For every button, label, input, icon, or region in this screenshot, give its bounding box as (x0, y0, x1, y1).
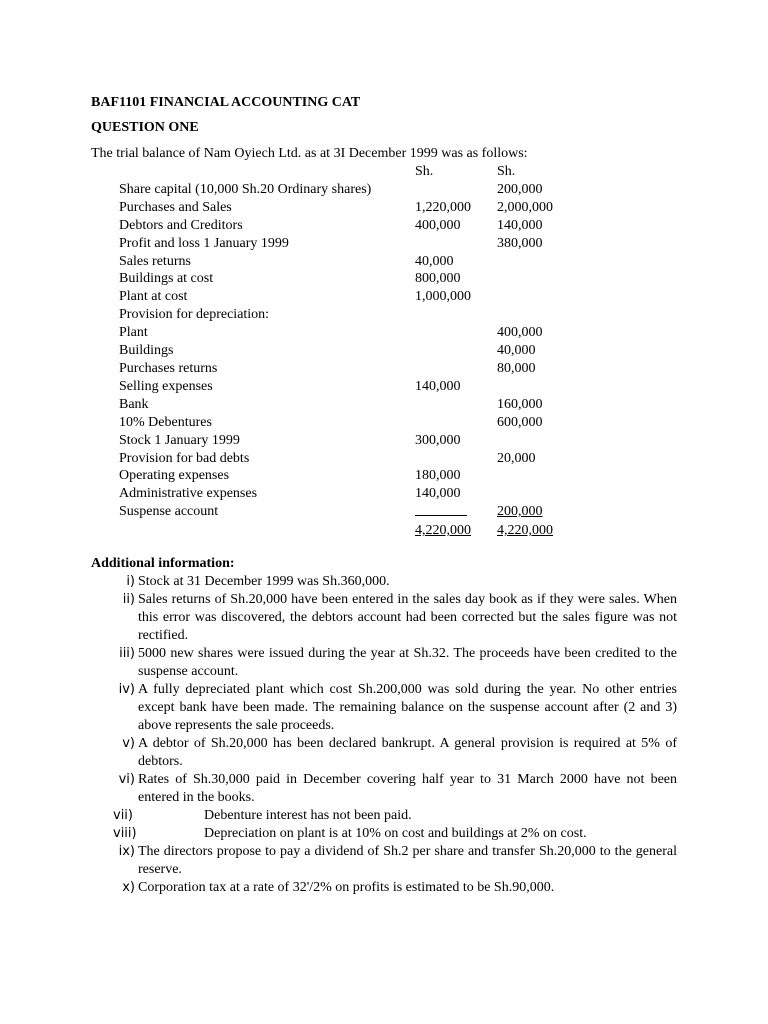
column-header-row (116, 163, 567, 181)
note-number: ix) (118, 844, 135, 859)
table-row (116, 360, 567, 378)
row-credit (497, 503, 567, 522)
row-credit (497, 432, 567, 450)
row-credit: 40,000 (497, 343, 536, 359)
table-row (116, 181, 567, 199)
row-debit (415, 450, 497, 468)
debit-header: Sh. (415, 164, 434, 179)
row-item: Provision for depreciation: (119, 307, 270, 323)
question-heading: QUESTION ONE (91, 120, 199, 135)
row-credit (497, 306, 567, 324)
row-debit (415, 324, 497, 342)
total-debit: 4,220,000 (415, 523, 471, 539)
row-debit (415, 342, 497, 360)
row-item: Share capital (10,000 Sh.20 Ordinary shares) (119, 181, 372, 197)
row-debit (415, 396, 497, 414)
row-credit: 80,000 (497, 360, 536, 376)
note-item (91, 825, 677, 843)
note-number: iv) (118, 682, 135, 697)
row-credit: 380,000 (497, 235, 543, 251)
table-row (116, 396, 567, 414)
row-debit (415, 503, 497, 522)
row-debit: 1,000,000 (415, 289, 471, 305)
row-debit: 800,000 (415, 271, 461, 287)
notes-list (91, 573, 677, 897)
row-credit: 200,000 (497, 181, 543, 197)
note-number: ii) (122, 592, 135, 607)
row-item: Buildings (119, 343, 174, 359)
table-row (116, 270, 567, 288)
row-credit (497, 467, 567, 485)
note-number: viii) (113, 826, 137, 841)
row-debit (415, 235, 497, 253)
table-row (116, 253, 567, 271)
table-row (116, 199, 567, 217)
note-item (91, 771, 677, 807)
totals-row (116, 522, 567, 540)
total-credit: 4,220,000 (497, 523, 553, 539)
row-debit (415, 414, 497, 432)
credit-header: Sh. (497, 164, 516, 179)
row-credit: 600,000 (497, 414, 543, 430)
table-row (116, 414, 567, 432)
note-text: Stock at 31 December 1999 was Sh.360,000. (138, 574, 390, 589)
row-debit (415, 306, 497, 324)
table-row (116, 342, 567, 360)
trial-balance-table (116, 163, 567, 540)
row-item: Stock 1 January 1999 (119, 432, 240, 448)
table-row (116, 288, 567, 306)
row-item: Debtors and Creditors (119, 217, 243, 233)
note-item (91, 681, 677, 735)
row-credit: 400,000 (497, 325, 543, 341)
row-debit: 40,000 (415, 253, 454, 269)
table-row (116, 467, 567, 485)
table-row (116, 432, 567, 450)
note-number: i) (126, 574, 135, 589)
row-item: Provision for bad debts (119, 450, 250, 466)
note-text: 5000 new shares were issued during the year at Sh.32. The proceeds have been credited to the suspense account. (138, 646, 677, 679)
row-debit: 140,000 (415, 378, 461, 394)
additional-info-heading: Additional information: (91, 556, 235, 571)
table-row (116, 503, 567, 522)
note-item (91, 645, 677, 681)
row-credit (497, 270, 567, 288)
note-text: Rates of Sh.30,000 paid in December covering half year to 31 March 2000 have not been entered in the books. (138, 772, 677, 805)
note-text: The directors propose to pay a dividend of Sh.2 per share and transfer Sh.20,000 to the general reserve. (138, 844, 677, 877)
note-text: Depreciation on plant is at 10% on cost and buildings at 2% on cost. (204, 826, 587, 841)
note-item (91, 843, 677, 879)
note-text: A debtor of Sh.20,000 has been declared bankrupt. A general provision is required at 5% of debtors. (138, 736, 677, 769)
note-text: Corporation tax at a rate of 32'/2% on profits is estimated to be Sh.90,000. (138, 880, 555, 895)
note-item (91, 807, 677, 825)
table-row (116, 485, 567, 503)
row-credit: 20,000 (497, 450, 536, 466)
table-row (116, 324, 567, 342)
underlined-amount: 200,000 (497, 504, 543, 520)
blank-underline (415, 503, 467, 516)
row-item: Buildings at cost (119, 271, 214, 287)
row-debit: 140,000 (415, 486, 461, 502)
course-heading: BAF1101 FINANCIAL ACCOUNTING CAT (91, 95, 361, 110)
table-row (116, 378, 567, 396)
row-item: Purchases returns (119, 360, 218, 376)
row-credit: 140,000 (497, 217, 543, 233)
row-debit: 180,000 (415, 468, 461, 484)
row-item: Profit and loss 1 January 1999 (119, 235, 289, 251)
row-item: Plant at cost (119, 289, 188, 305)
note-number: x) (122, 880, 135, 895)
row-item: Selling expenses (119, 378, 213, 394)
row-credit (497, 253, 567, 271)
row-debit: 1,220,000 (415, 199, 471, 215)
row-credit: 160,000 (497, 396, 543, 412)
row-item: Suspense account (119, 504, 219, 520)
note-number: vi) (118, 772, 135, 787)
row-debit: 300,000 (415, 432, 461, 448)
table-row (116, 217, 567, 235)
row-item: Operating expenses (119, 468, 230, 484)
row-item: Purchases and Sales (119, 199, 232, 215)
row-debit (415, 181, 497, 199)
row-debit (415, 360, 497, 378)
note-number: v) (122, 736, 135, 751)
row-credit: 2,000,000 (497, 199, 553, 215)
row-item: 10% Debentures (119, 414, 212, 430)
table-row (116, 450, 567, 468)
row-credit (497, 485, 567, 503)
row-item: Plant (119, 325, 148, 341)
note-text: Sales returns of Sh.20,000 have been entered in the sales day book as if they were sales. When this error was discovered, the debtors account had been corrected but the sales figure was not rectified. (138, 592, 677, 643)
note-text: Debenture interest has not been paid. (204, 808, 412, 823)
row-credit (497, 378, 567, 396)
note-item (91, 879, 677, 897)
row-debit: 400,000 (415, 217, 461, 233)
note-text: A fully depreciated plant which cost Sh.200,000 was sold during the year. No other entries except bank have been made. The remaining balance on the suspense account after (2 and 3) above represents the sale proceeds. (138, 682, 677, 733)
row-item: Sales returns (119, 253, 191, 269)
intro-text: The trial balance of Nam Oyiech Ltd. as at 3I December 1999 was as follows: (91, 146, 528, 161)
row-item: Administrative expenses (119, 486, 258, 502)
note-item (91, 591, 677, 645)
table-row (116, 235, 567, 253)
row-credit (497, 288, 567, 306)
table-row (116, 306, 567, 324)
note-number: iii) (119, 646, 135, 661)
note-number: vii) (113, 808, 133, 823)
note-item (91, 735, 677, 771)
note-item (91, 573, 677, 591)
row-item: Bank (119, 396, 149, 412)
